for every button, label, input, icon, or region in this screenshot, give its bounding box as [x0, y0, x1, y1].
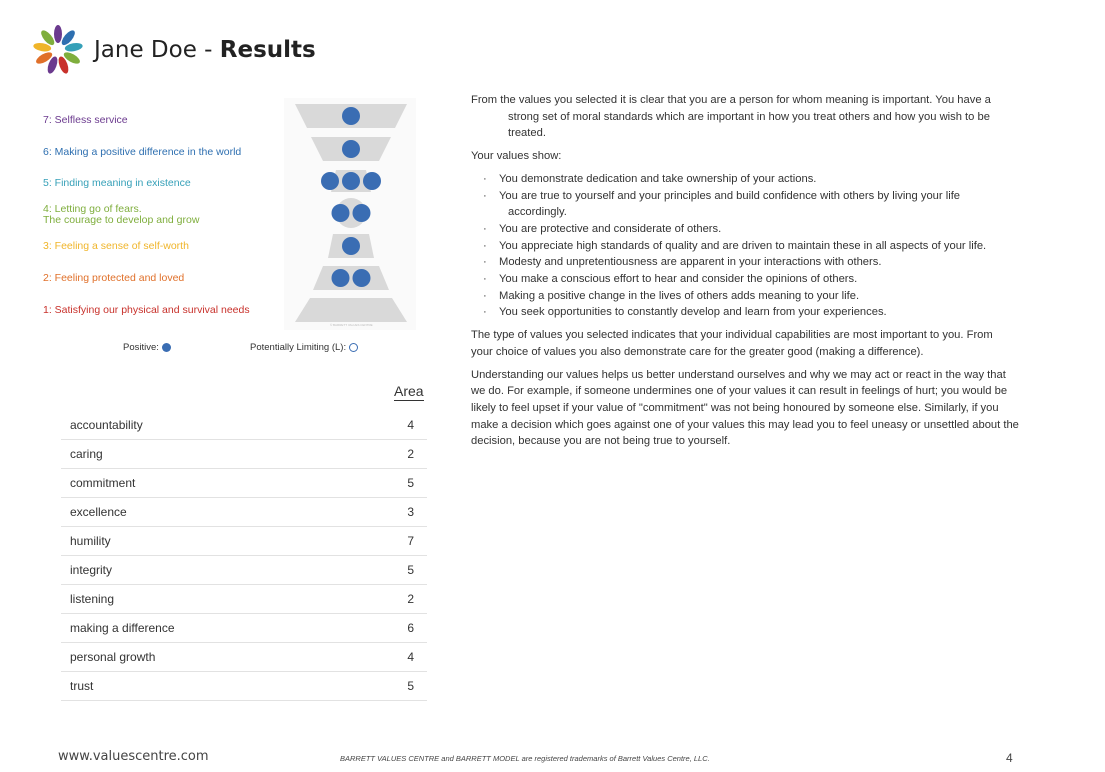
value-name: trust [70, 679, 94, 693]
legend-positive [123, 342, 171, 353]
values-bullet-list [471, 171, 1056, 321]
list-item: · Making a positive change in the lives of others adds meaning to your life. [471, 288, 1056, 305]
level-2-label: 2: Feeling protected and loved [43, 272, 185, 284]
positive-value-dot [353, 269, 371, 287]
value-name: caring [70, 447, 103, 461]
legend-positive-label: Positive: [123, 342, 159, 353]
value-name: excellence [70, 505, 127, 519]
value-name: commitment [70, 476, 136, 490]
list-item: · You are protective and considerate of others. [471, 221, 1056, 238]
positive-value-dot [342, 237, 360, 255]
pyramid-band-2 [313, 266, 389, 290]
legend-limiting [250, 342, 358, 353]
table-row [61, 411, 427, 440]
footer-trademark: BARRETT VALUES CENTRE and BARRETT MODEL are registered trademarks of Barrett Values Centre, LLC. [340, 754, 710, 763]
value-area: 4 [407, 650, 414, 664]
level-4-label: 4: Letting go of fears. The courage to develop and grow [43, 203, 200, 226]
value-name: personal growth [70, 650, 156, 664]
page-header [30, 22, 316, 78]
results-narrative [471, 92, 1056, 456]
value-area: 3 [407, 505, 414, 519]
positive-value-dot [342, 140, 360, 158]
values-show-heading: Your values show: [471, 150, 562, 163]
value-name: integrity [70, 563, 113, 577]
level-3-label: 3: Feeling a sense of self-worth [43, 240, 189, 252]
table-row [61, 527, 427, 556]
list-item: · You seek opportunities to constantly develop and learn from your experiences. [471, 304, 1056, 321]
level-1-label: 1: Satisfying our physical and survival needs [43, 304, 250, 316]
level-5-label: 5: Finding meaning in existence [43, 177, 191, 189]
table-row [61, 614, 427, 643]
level-6-label: 6: Making a positive difference in the world [43, 146, 242, 158]
value-area: 4 [407, 418, 414, 432]
value-area: 7 [407, 534, 414, 548]
positive-value-dot [332, 204, 350, 222]
page-number: 4 [1006, 751, 1013, 765]
table-row [61, 469, 427, 498]
values-table [61, 411, 427, 701]
list-item: · You are true to yourself and your principles and build confidence with others by living your life accordingly. [471, 188, 1056, 221]
positive-value-dot [342, 107, 360, 125]
table-row [61, 643, 427, 672]
positive-value-dot [353, 204, 371, 222]
value-area: 2 [407, 592, 414, 606]
list-item: · You make a conscious effort to hear and consider the opinions of others. [471, 271, 1056, 288]
page-title: Jane Doe - Results [94, 37, 316, 63]
value-area: 2 [407, 447, 414, 461]
barrett-logo-icon [30, 22, 86, 78]
value-area: 5 [407, 679, 414, 693]
list-item: · Modesty and unpretentiousness are apparent in your interactions with others. [471, 254, 1056, 271]
value-area: 5 [407, 476, 414, 490]
value-name: humility [70, 534, 111, 548]
limiting-dot-icon [349, 343, 358, 352]
legend-limiting-label: Potentially Limiting (L): [250, 342, 347, 353]
list-item: · You appreciate high standards of quality and are driven to maintain these in all aspects of your life. [471, 238, 1056, 255]
pyramid-dots [321, 107, 381, 287]
table-row [61, 440, 427, 469]
table-row [61, 585, 427, 614]
footer-website: www.valuescentre.com [58, 749, 209, 764]
table-row [61, 498, 427, 527]
positive-value-dot [363, 172, 381, 190]
capabilities-paragraph: The type of values you selected indicates that your individual capabilities are most important to you. From your choice of values you also demonstrate care for the greater good (making a difference). [471, 329, 993, 358]
understanding-paragraph: Understanding our values helps us better understand ourselves and why we may act or react in the way that we do. For example, if someone undermines one of your values it can result in feelings of hurt; you would be likely to feel upset if your value of "commitment" was not being honoured by someone else. Similarly, if you make a decision which goes against one of your values this may lead you to feel uneasy or unsettled about the decision, because you are not being true to yourself. [471, 368, 1019, 448]
positive-value-dot [321, 172, 339, 190]
pyramid-chart [284, 98, 416, 330]
positive-value-dot [332, 269, 350, 287]
value-area: 6 [407, 621, 414, 635]
values-pyramid [284, 98, 416, 330]
table-row [61, 672, 427, 701]
list-item: · You demonstrate dedication and take ownership of your actions. [471, 171, 1056, 188]
level-7-label: 7: Selfless service [43, 114, 128, 126]
intro-paragraph: From the values you selected it is clear that you are a person for whom meaning is important. You have a strong set of moral standards which are important in how you treat others and how you wish to be treated. [471, 94, 991, 140]
pyramid-footnote: © BARRETT VALUES CENTRE [330, 323, 373, 327]
table-row [61, 556, 427, 585]
value-name: listening [70, 592, 115, 606]
positive-dot-icon [162, 343, 171, 352]
value-name: making a difference [70, 621, 175, 635]
area-column-header: Area [394, 383, 424, 399]
value-area: 5 [407, 563, 414, 577]
value-name: accountability [70, 418, 143, 432]
pyramid-band-1 [295, 298, 407, 322]
positive-value-dot [342, 172, 360, 190]
